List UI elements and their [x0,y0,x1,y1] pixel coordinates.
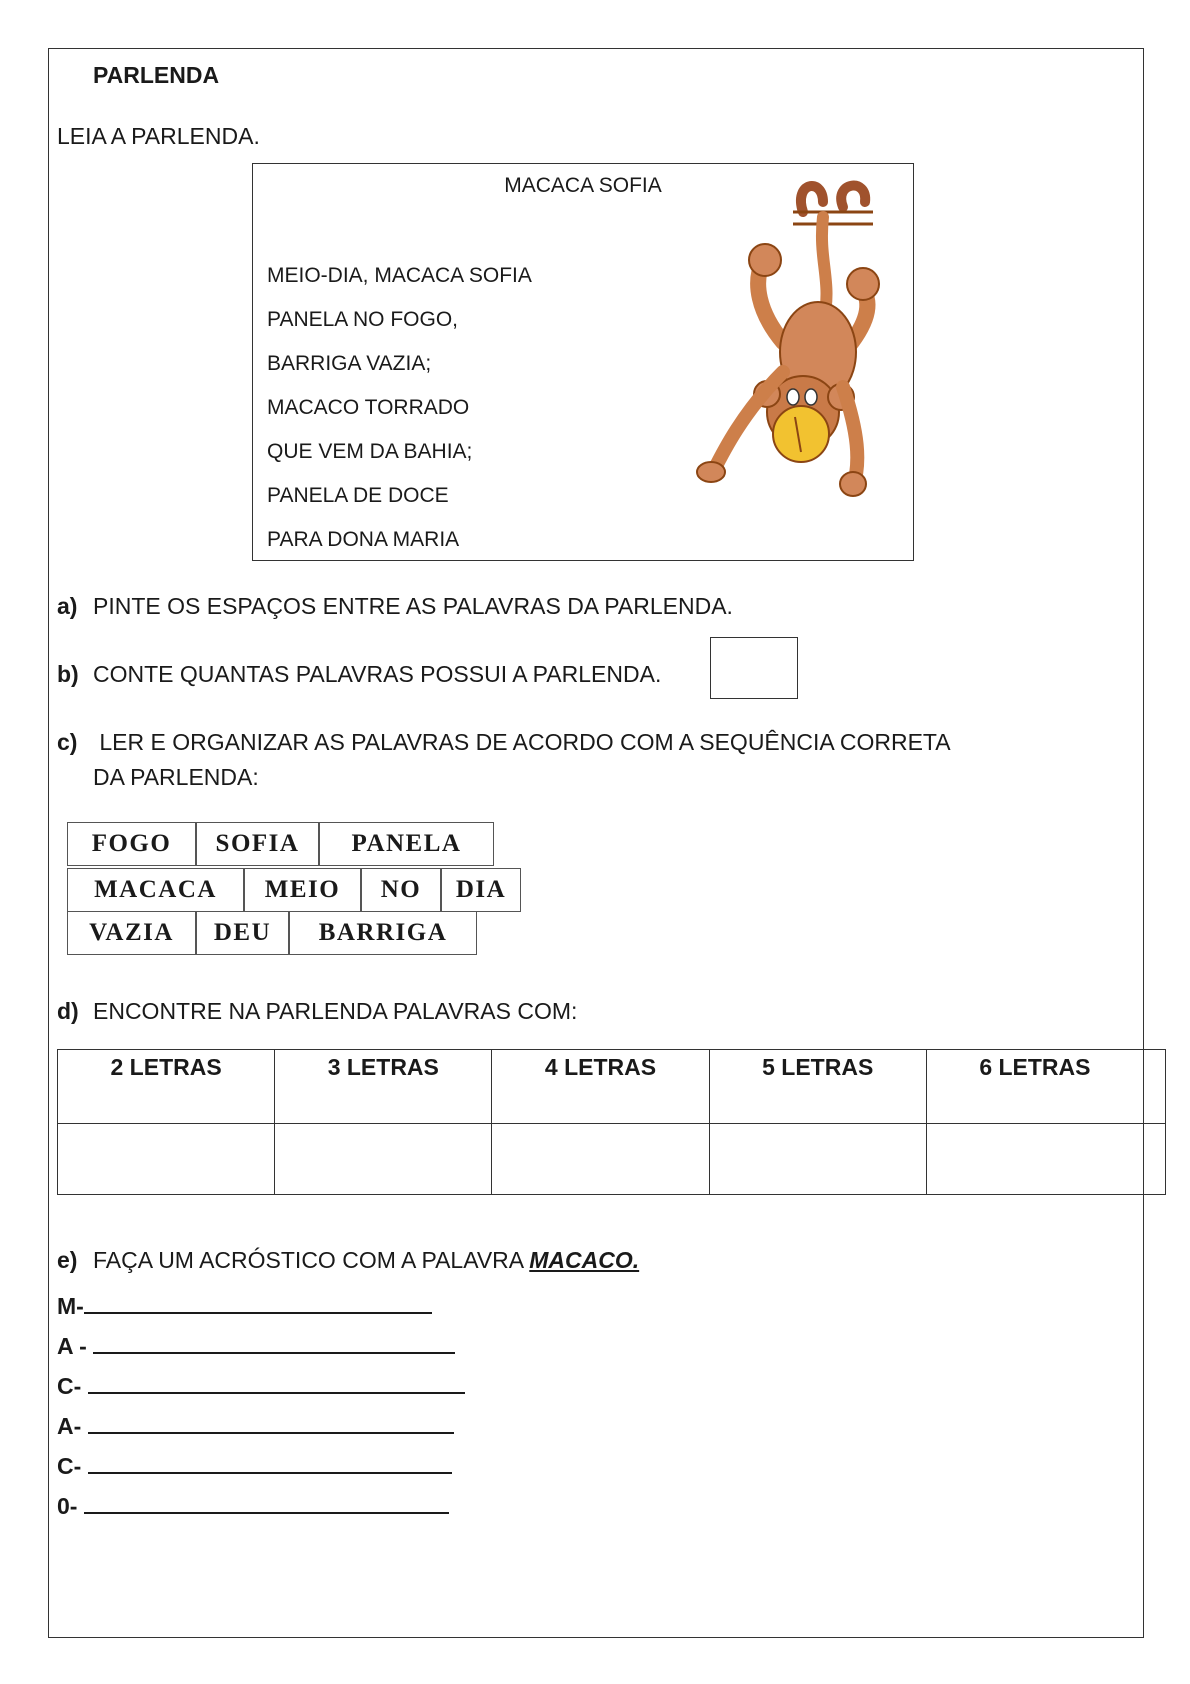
question-letter: e) [57,1247,78,1273]
poem-title: MACACA SOFIA [504,174,662,197]
acrostic-letter: C- [57,1373,88,1399]
page-title: PARLENDA [93,62,220,88]
question-d [57,998,577,1025]
acrostic-letter: C- [57,1453,88,1479]
question-text: CONTE QUANTAS PALAVRAS POSSUI A PARLENDA. [93,661,662,687]
acrostic-blank[interactable] [93,1330,455,1354]
acrostic-letter: A- [57,1413,88,1439]
acrostic-line [57,1370,465,1400]
poem-line: PANELA DE DOCE [267,484,449,507]
table-header: 3 LETRAS [275,1050,492,1124]
table-header: 6 LETRAS [926,1050,1143,1124]
acrostic-blank[interactable] [84,1490,449,1514]
poem-line: MEIO-DIA, MACACA SOFIA [267,264,532,287]
word-tile: BARRIGA [289,911,477,955]
acrostic-line [57,1330,455,1360]
word-count-answer-box[interactable] [710,637,798,699]
answer-cell[interactable] [58,1124,275,1195]
question-letter: c) [57,729,78,755]
table-header-row [58,1050,1166,1124]
table-header-extra [1144,1050,1166,1124]
acrostic-blank[interactable] [84,1290,432,1314]
word-tile: MEIO [244,868,361,912]
answer-cell[interactable] [275,1124,492,1195]
answer-cell-extra [1144,1124,1166,1195]
question-c-line2: DA PARLENDA: [93,764,259,790]
acrostic-blank[interactable] [88,1370,465,1394]
acrostic-line [57,1490,449,1520]
question-text: PINTE OS ESPAÇOS ENTRE AS PALAVRAS DA PARLENDA. [93,593,733,619]
question-text: LER E ORGANIZAR AS PALAVRAS DE ACORDO COM A SEQUÊNCIA CORRETA [99,729,951,755]
word-tile: DIA [441,868,521,912]
question-letter: b) [57,661,79,687]
word-tile: FOGO [67,822,196,866]
answer-cell[interactable] [926,1124,1143,1195]
poem-line: PANELA NO FOGO, [267,308,458,331]
word-tile: NO [361,868,441,912]
poem-line: MACACO TORRADO [267,396,470,419]
monkey-illustration [683,172,893,502]
poem-line: QUE VEM DA BAHIA; [267,440,473,463]
word-tile: VAZIA [67,911,196,955]
word-tile: PANELA [319,822,494,866]
table-row [58,1124,1166,1195]
table-header: 5 LETRAS [709,1050,926,1124]
acrostic-line [57,1410,454,1440]
word-tile: SOFIA [196,822,319,866]
acrostic-letter: A - [57,1333,94,1359]
question-letter: a) [57,593,78,619]
word-tile: MACACA [67,868,244,912]
question-b [57,661,661,688]
acrostic-line [57,1290,432,1320]
question-letter: d) [57,998,79,1024]
poem-line: BARRIGA VAZIA; [267,352,432,375]
answer-cell[interactable] [492,1124,709,1195]
question-a [57,593,733,620]
question-text: FAÇA UM ACRÓSTICO COM A PALAVRA [93,1247,530,1273]
acrostic-blank[interactable] [88,1410,454,1434]
acrostic-word: MACACO. [529,1247,640,1273]
table-header: 2 LETRAS [58,1050,275,1124]
question-e [57,1247,639,1274]
letters-table [57,1049,1166,1195]
question-c [57,729,951,756]
acrostic-letter: 0- [57,1493,84,1519]
poem-line: PARA DONA MARIA [267,528,460,551]
acrostic-blank[interactable] [88,1450,452,1474]
answer-cell[interactable] [709,1124,926,1195]
poem-box [252,163,914,561]
table-header: 4 LETRAS [492,1050,709,1124]
acrostic-letter: M- [57,1293,84,1319]
instruction: LEIA A PARLENDA. [57,123,260,149]
acrostic-line [57,1450,452,1480]
word-tile: DEU [196,911,289,955]
question-text: ENCONTRE NA PARLENDA PALAVRAS COM: [93,998,578,1024]
